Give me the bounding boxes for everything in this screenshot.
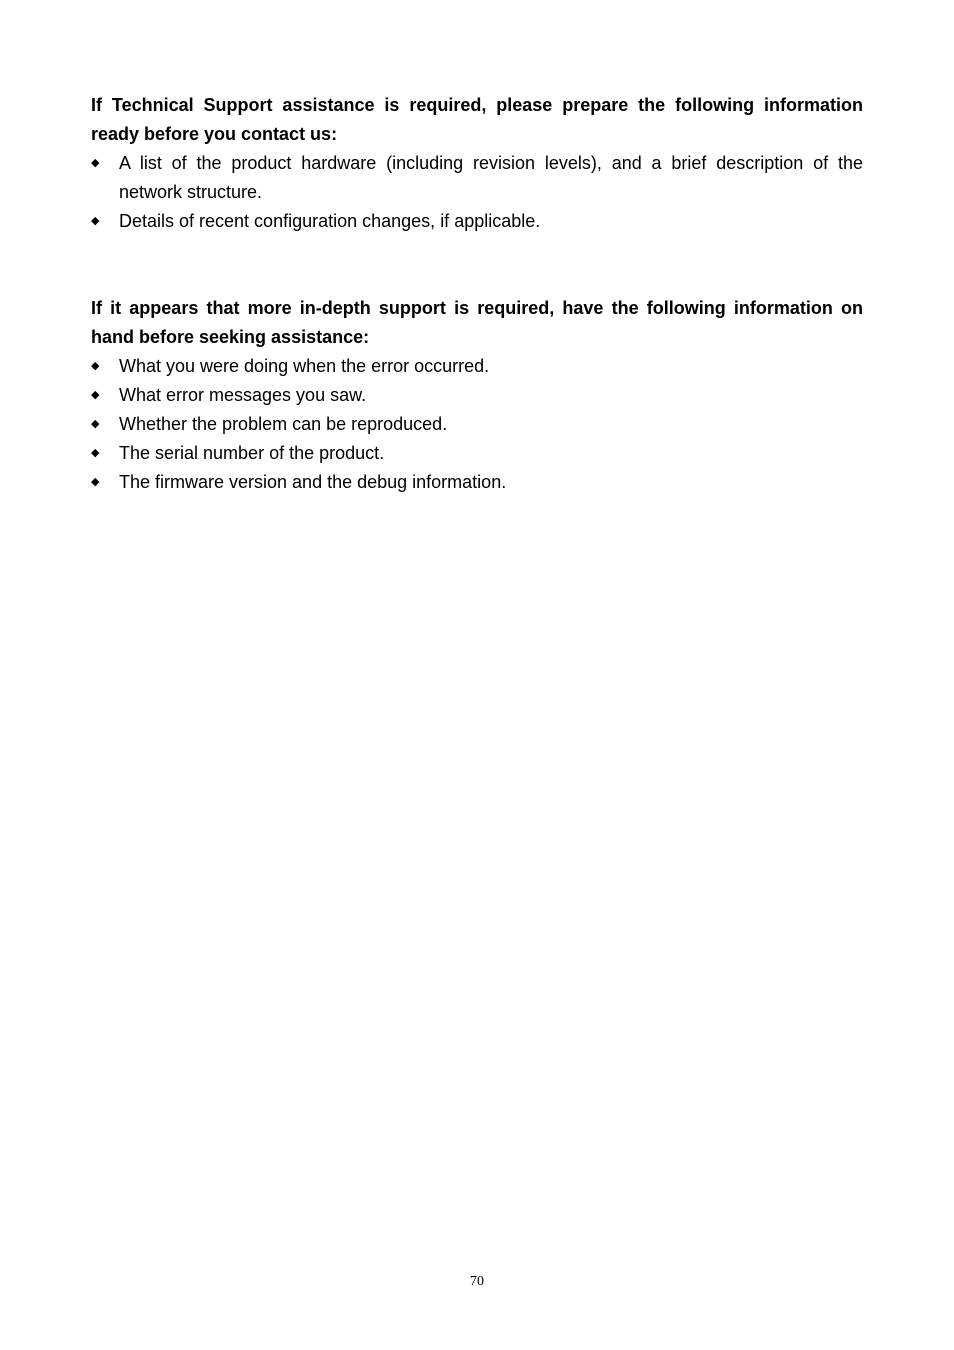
- list-item-text: What you were doing when the error occurred.: [119, 356, 490, 376]
- list-item: [91, 410, 863, 439]
- list-item: [91, 207, 863, 236]
- diamond-bullet-icon: ◆: [91, 157, 100, 169]
- list-item: [91, 149, 863, 207]
- in-depth-support-section: [91, 294, 863, 497]
- diamond-bullet-icon: ◆: [91, 447, 100, 459]
- list-item: [91, 468, 863, 497]
- bullet-list: [91, 352, 863, 497]
- list-item-text: What error messages you saw.: [119, 385, 367, 405]
- bullet-list: [91, 149, 863, 236]
- list-item-text: The firmware version and the debug information.: [119, 472, 507, 492]
- diamond-bullet-icon: ◆: [91, 389, 100, 401]
- list-item-text: The serial number of the product.: [119, 443, 385, 463]
- page-content: [91, 91, 863, 497]
- list-item-text: Whether the problem can be reproduced.: [119, 414, 448, 434]
- list-item: [91, 439, 863, 468]
- diamond-bullet-icon: ◆: [91, 418, 100, 430]
- diamond-bullet-icon: ◆: [91, 476, 100, 488]
- list-item-text: A list of the product hardware (including revision levels), and a brief description of the network structure.: [119, 153, 863, 202]
- list-item-text: Details of recent configuration changes, if applicable.: [119, 211, 541, 231]
- diamond-bullet-icon: ◆: [91, 215, 100, 227]
- section-heading: If it appears that more in-depth support is required, have the following information on hand before seeking assistance:: [91, 298, 863, 347]
- list-item: [91, 352, 863, 381]
- page-number: 70: [470, 1274, 484, 1289]
- section-heading: If Technical Support assistance is required, please prepare the following information ready before you contact us:: [91, 95, 863, 144]
- support-info-section: [91, 91, 863, 236]
- diamond-bullet-icon: ◆: [91, 360, 100, 372]
- list-item: [91, 381, 863, 410]
